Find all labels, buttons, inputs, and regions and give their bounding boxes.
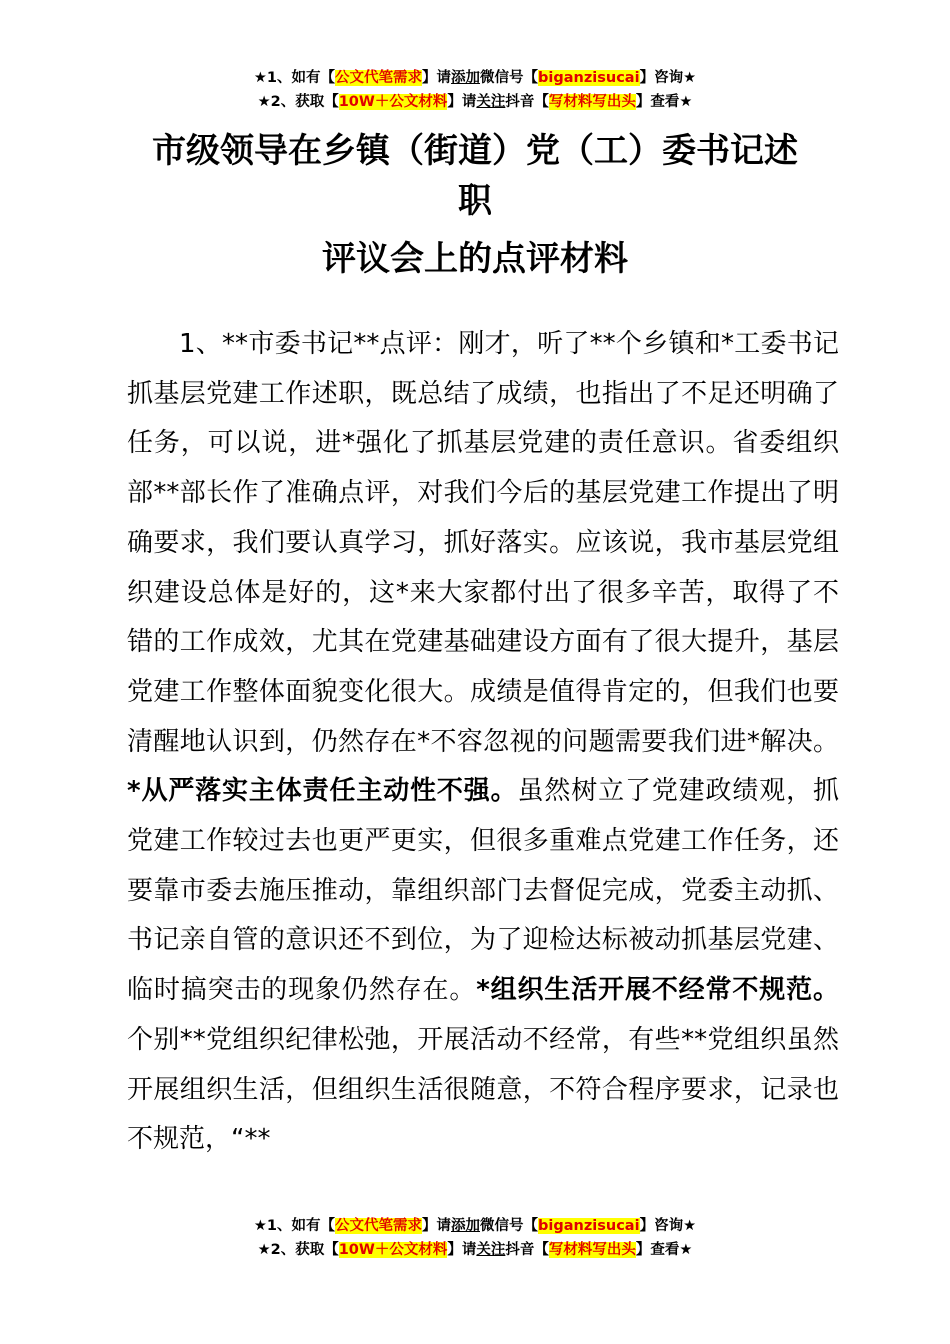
body-bold-heading: *从严落实主体责任主动性不强。 [127,776,518,807]
banner-text: 】咨询★ [639,1218,697,1234]
body-text: 个别**党组织纪律松弛，开展活动不经常，有些**党组织虽然开展组织生活，但组织生活很随意，不符合程序要求，记录也不规范，“** [127,1024,839,1155]
banner-text: 】请 [422,70,452,86]
banner-emphasis: 添加 [451,1218,481,1234]
body-text: 1、**市委书记**点评：刚才，听了**个乡镇和*工委书记抓基层党建工作述职，既总结了成绩，也指出了不足还明确了任务，可以说，进*强化了抓基层党建的责任意识。省委组织部**部长作了准确点评，对我们今后的基层党建工作提出了明确要求，我们要认真学习，抓好落实。应该说，我市基层党组织建设总体是好的，这*来大家都付出了很多辛苦，取得了不错的工作成效，尤其在党建基础建设方面有了很大提升，基层党建工作整体面貌变化很大。成绩是值得肯定的，但我们也要清醒地认识到，仍然存在*不容忽视的问题需要我们进*解决。 [127,329,839,757]
banner-highlight: 写材料写出头 [548,94,636,110]
footer-banner [0,1214,950,1262]
banner-line-1 [0,66,950,90]
banner-text: 抖音【 [505,1242,549,1258]
banner-text: 】请 [447,1242,477,1258]
banner-highlight: 写材料写出头 [548,1242,636,1258]
banner-text: ★2、获取【 [257,1242,339,1258]
header-banner [0,66,950,114]
banner-emphasis: 关注 [476,1242,506,1258]
banner-text: 微信号【 [480,1218,539,1234]
banner-text: 】请 [447,94,477,110]
title-line-3: 评议会上的点评材料 [322,239,628,279]
banner-text: 】查看★ [635,1242,693,1258]
banner-text: 抖音【 [505,94,549,110]
banner-highlight: biganzisucai [538,1218,640,1234]
banner-text: ★2、获取【 [257,94,339,110]
banner-text: 】咨询★ [639,70,697,86]
body-text: 虽然树立了党建政绩观，抓党建工作较过去也更严更实，但很多重难点党建工作任务，还要靠市委去施压推动，靠组织部门去督促完成，党委主动抓、书记亲自管的意识还不到位，为了迎检达标被动抓基层党建、临时搞突击的现象仍然存在。 [127,776,839,1006]
document-body [127,320,839,1165]
banner-highlight: 10W＋公文材料 [338,94,448,110]
banner-text: 微信号【 [480,70,539,86]
banner-line-2 [0,90,950,114]
title-line-2: 职 [458,181,492,221]
banner-text: 】查看★ [635,94,693,110]
banner-line-2 [0,1238,950,1262]
banner-emphasis: 添加 [451,70,481,86]
banner-highlight: 公文代笔需求 [335,70,423,86]
title-line-1: 市级领导在乡镇（街道）党（工）委书记述 [152,131,798,171]
body-paragraph [127,320,839,1165]
document-title [0,126,950,284]
banner-highlight: 公文代笔需求 [335,1218,423,1234]
body-bold-heading: *组织生活开展不经常不规范。 [476,975,839,1006]
banner-highlight: 10W＋公文材料 [338,1242,448,1258]
banner-emphasis: 关注 [476,94,506,110]
banner-text: ★1、如有【 [253,1218,336,1234]
banner-highlight: biganzisucai [538,70,640,86]
banner-text: 】请 [422,1218,452,1234]
banner-line-1 [0,1214,950,1238]
banner-text: ★1、如有【 [253,70,336,86]
